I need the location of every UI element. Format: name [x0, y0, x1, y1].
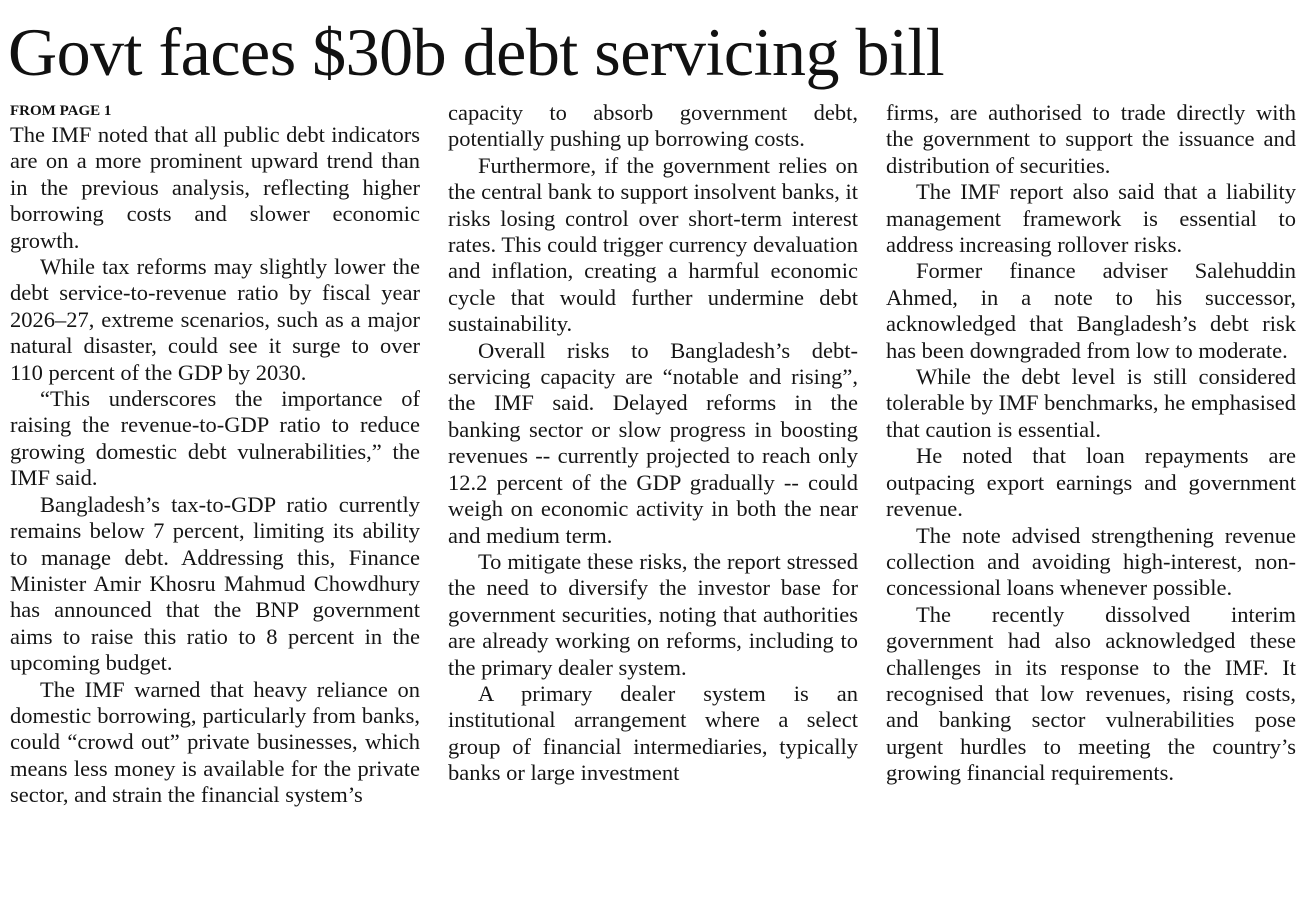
paragraph: The IMF report also said that a liability management framework is essential to address increasing rollover risks. — [886, 179, 1296, 258]
paragraph: Bangladesh’s tax-to-GDP ratio currently remains below 7 percent, limiting its ability to manage debt. Addressing this, Finance Minister Amir Khosru Mahmud Chowdhury has announced that the BNP government aims to raise this ratio to 8 percent in the upcoming budget. — [10, 491, 420, 676]
paragraph: Overall risks to Bangladesh’s debt-servicing capacity are “notable and rising”, the IMF said. Delayed reforms in the banking sector or slow progress in boosting revenues -- currently projected to reach only 12.2 percent of the GDP gradually -- could weigh on economic activity in both the near and medium term. — [448, 337, 858, 548]
paragraph: To mitigate these risks, the report stressed the need to diversify the investor base for government securities, noting that authorities are already working on reforms, including to the primary dealer system. — [448, 548, 858, 680]
paragraph: firms, are authorised to trade directly with the government to support the issuance and distribution of securities. — [886, 100, 1296, 178]
paragraph: Former finance adviser Salehuddin Ahmed, in a note to his successor, acknowledged that Bangladesh’s debt risk has been downgraded from low to moderate. — [886, 258, 1296, 363]
paragraph: The IMF noted that all public debt indicators are on a more prominent upward trend than in the previous analysis, reflecting higher borrowing costs and slower economic growth. — [10, 122, 420, 253]
paragraph: A primary dealer system is an institutional arrangement where a select group of financial intermediaries, typically banks or large investment — [448, 680, 858, 786]
column-3 — [886, 100, 1296, 787]
paragraph: While the debt level is still considered tolerable by IMF benchmarks, he emphasised that caution is essential. — [886, 364, 1296, 442]
continuation-kicker: FROM PAGE 1 — [10, 103, 112, 119]
column-2 — [448, 100, 858, 787]
headline: Govt faces $30b debt servicing bill — [8, 14, 945, 90]
paragraph: The note advised strengthening revenue collection and avoiding high-interest, non-concessional loans whenever possible. — [886, 522, 1296, 601]
paragraph: He noted that loan repayments are outpacing export earnings and government revenue. — [886, 443, 1296, 522]
paragraph: While tax reforms may slightly lower the debt service-to-revenue ratio by fiscal year 2026–27, extreme scenarios, such as a major natural disaster, could see it surge to over 110 percent of the GDP by 2030. — [10, 254, 420, 385]
paragraph: capacity to absorb government debt, potentially pushing up borrowing costs. — [448, 100, 858, 152]
paragraph: The recently dissolved interim government had also acknowledged these challenges in its response to the IMF. It recognised that low revenues, rising costs, and banking sector vulnerabilities pose urgent hurdles to meeting the country’s growing financial requirements. — [886, 601, 1296, 786]
paragraph: The IMF warned that heavy reliance on domestic borrowing, particularly from banks, could “crowd out” private businesses, which means less money is available for the private sector, and strain the financial system’s — [10, 676, 420, 808]
paragraph: Furthermore, if the government relies on the central bank to support insolvent banks, it risks losing control over short-term interest rates. This could trigger currency devaluation and inflation, creating a harmful economic cycle that would further undermine debt sustainability. — [448, 152, 858, 337]
paragraph: “This underscores the importance of raising the revenue-to-GDP ratio to reduce growing domestic debt vulnerabilities,” the IMF said. — [10, 386, 420, 491]
column-1 — [10, 100, 420, 809]
article-body — [10, 100, 1296, 809]
